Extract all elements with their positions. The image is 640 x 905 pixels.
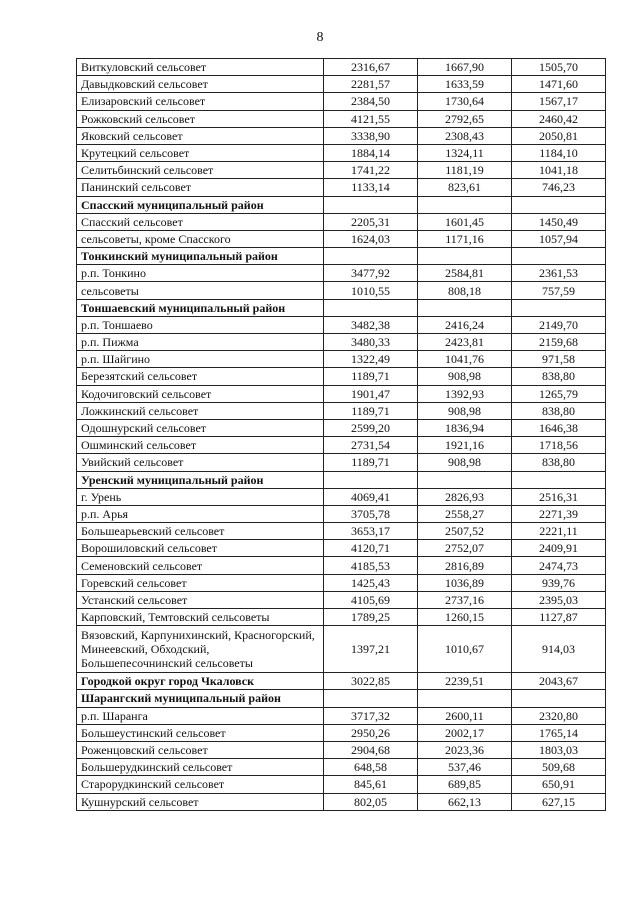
settlement-name: Большеарьевский сельсовет — [77, 523, 324, 540]
settlement-name: Большерудкинский сельсовет — [77, 759, 324, 776]
value-col-3: 2149,70 — [512, 316, 606, 333]
value-col-3: 1646,38 — [512, 419, 606, 436]
table-row — [77, 557, 606, 574]
settlement-name: р.п. Шайгино — [77, 351, 324, 368]
section-heading: Шарангский муниципальный район — [77, 690, 324, 707]
value-col-2: 2416,24 — [418, 316, 512, 333]
value-col-2: 537,46 — [418, 759, 512, 776]
value-col-1: 2599,20 — [324, 419, 418, 436]
value-col-1: 2384,50 — [324, 93, 418, 110]
table-row — [77, 626, 606, 673]
value-col-2: 1036,89 — [418, 574, 512, 591]
value-col-3: 2043,67 — [512, 673, 606, 690]
value-col-2: 2507,52 — [418, 523, 512, 540]
table-row — [77, 368, 606, 385]
value-col-1: 1322,49 — [324, 351, 418, 368]
value-col-1: 1741,22 — [324, 162, 418, 179]
section-heading-row — [77, 690, 606, 707]
settlement-name: Рожковский сельсовет — [77, 110, 324, 127]
value-col-3: 1450,49 — [512, 213, 606, 230]
settlement-name: Семеновский сельсовет — [77, 557, 324, 574]
settlement-name: Селитьбинский сельсовет — [77, 162, 324, 179]
section-heading: Уренский муниципальный район — [77, 471, 324, 488]
settlement-name: Елизаровский сельсовет — [77, 93, 324, 110]
table-row — [77, 110, 606, 127]
value-col-1: 1189,71 — [324, 454, 418, 471]
value-col-1: 1189,71 — [324, 368, 418, 385]
section-heading: Тонкинский муниципальный район — [77, 248, 324, 265]
value-col-1: 3653,17 — [324, 523, 418, 540]
value-col-3: 838,80 — [512, 454, 606, 471]
table-row — [77, 59, 606, 76]
value-col-3: 509,68 — [512, 759, 606, 776]
table-row — [77, 144, 606, 161]
value-col-1: 1624,03 — [324, 230, 418, 247]
value-col-3 — [512, 196, 606, 213]
value-col-2: 2023,36 — [418, 741, 512, 758]
table-row — [77, 523, 606, 540]
settlement-name: Виткуловский сельсовет — [77, 59, 324, 76]
value-col-2: 689,85 — [418, 776, 512, 793]
table-row — [77, 776, 606, 793]
settlement-name: р.п. Арья — [77, 505, 324, 522]
settlement-name: сельсоветы — [77, 282, 324, 299]
value-col-1: 3482,38 — [324, 316, 418, 333]
value-col-3: 1471,60 — [512, 76, 606, 93]
table-row — [77, 316, 606, 333]
value-col-2: 1921,16 — [418, 437, 512, 454]
value-col-2: 1041,76 — [418, 351, 512, 368]
value-col-3: 2395,03 — [512, 591, 606, 608]
value-col-2: 2584,81 — [418, 265, 512, 282]
value-col-3: 650,91 — [512, 776, 606, 793]
value-col-1 — [324, 471, 418, 488]
value-col-3 — [512, 690, 606, 707]
value-col-2: 2600,11 — [418, 707, 512, 724]
table-row — [77, 213, 606, 230]
value-col-1: 3705,78 — [324, 505, 418, 522]
value-col-3: 838,80 — [512, 368, 606, 385]
table-row — [77, 230, 606, 247]
section-heading-row — [77, 299, 606, 316]
value-col-3: 2271,39 — [512, 505, 606, 522]
value-col-2: 908,98 — [418, 454, 512, 471]
value-col-3: 2050,81 — [512, 127, 606, 144]
settlement-name: Панинский сельсовет — [77, 179, 324, 196]
value-col-3: 746,23 — [512, 179, 606, 196]
value-col-1: 2316,67 — [324, 59, 418, 76]
value-col-1: 3338,90 — [324, 127, 418, 144]
table-row — [77, 540, 606, 557]
value-col-2: 1836,94 — [418, 419, 512, 436]
value-col-1: 3477,92 — [324, 265, 418, 282]
section-heading-row — [77, 196, 606, 213]
value-col-1 — [324, 248, 418, 265]
settlement-name: Яковский сельсовет — [77, 127, 324, 144]
value-col-2: 2308,43 — [418, 127, 512, 144]
value-col-1: 1425,43 — [324, 574, 418, 591]
table-row — [77, 574, 606, 591]
settlement-name: Одошнурский сельсовет — [77, 419, 324, 436]
settlement-name: Кушнурский сельсовет — [77, 793, 324, 810]
value-col-2 — [418, 690, 512, 707]
value-col-2: 2737,16 — [418, 591, 512, 608]
section-heading: Городкой округ город Чкаловск — [77, 673, 324, 690]
value-col-1: 845,61 — [324, 776, 418, 793]
value-col-2: 1324,11 — [418, 144, 512, 161]
value-col-2: 2239,51 — [418, 673, 512, 690]
table-row — [77, 93, 606, 110]
value-col-1: 4185,53 — [324, 557, 418, 574]
settlement-name: р.п. Тонкино — [77, 265, 324, 282]
tariff-table — [76, 58, 606, 811]
settlement-name: Кодочиговский сельсовет — [77, 385, 324, 402]
value-col-3 — [512, 471, 606, 488]
settlement-name: Старорудкинский сельсовет — [77, 776, 324, 793]
value-col-3: 1765,14 — [512, 724, 606, 741]
settlement-name: Спасский сельсовет — [77, 213, 324, 230]
section-heading: Спасский муниципальный район — [77, 196, 324, 213]
value-col-1: 3717,32 — [324, 707, 418, 724]
table-row — [77, 488, 606, 505]
value-col-3: 1057,94 — [512, 230, 606, 247]
value-col-3: 2516,31 — [512, 488, 606, 505]
value-col-2: 2423,81 — [418, 334, 512, 351]
table-row — [77, 385, 606, 402]
value-col-2: 2792,65 — [418, 110, 512, 127]
section-heading: Тоншаевский муниципальный район — [77, 299, 324, 316]
value-col-2: 1730,64 — [418, 93, 512, 110]
settlement-name: Березятский сельсовет — [77, 368, 324, 385]
settlement-name: сельсоветы, кроме Спасского — [77, 230, 324, 247]
table-row — [77, 609, 606, 626]
table-row — [77, 591, 606, 608]
value-col-3: 2460,42 — [512, 110, 606, 127]
value-col-3 — [512, 299, 606, 316]
value-col-3: 914,03 — [512, 626, 606, 673]
settlement-name: Увийский сельсовет — [77, 454, 324, 471]
value-col-3: 1567,17 — [512, 93, 606, 110]
value-col-1: 3022,85 — [324, 673, 418, 690]
value-col-2: 2752,07 — [418, 540, 512, 557]
table-row — [77, 162, 606, 179]
value-col-2 — [418, 196, 512, 213]
value-col-1: 4105,69 — [324, 591, 418, 608]
value-col-2 — [418, 471, 512, 488]
settlement-name: Крутецкий сельсовет — [77, 144, 324, 161]
settlement-name: Ошминский сельсовет — [77, 437, 324, 454]
value-col-3: 971,58 — [512, 351, 606, 368]
page-number: 8 — [316, 30, 324, 45]
table-row — [77, 76, 606, 93]
value-col-3: 627,15 — [512, 793, 606, 810]
table-row — [77, 334, 606, 351]
value-col-3: 1505,70 — [512, 59, 606, 76]
settlement-name: Большеустинский сельсовет — [77, 724, 324, 741]
table-row — [77, 351, 606, 368]
settlement-name: Устанский сельсовет — [77, 591, 324, 608]
table-row — [77, 282, 606, 299]
value-col-1: 1010,55 — [324, 282, 418, 299]
table-row — [77, 265, 606, 282]
value-col-3: 1803,03 — [512, 741, 606, 758]
value-col-3: 838,80 — [512, 402, 606, 419]
settlement-name: Ложкинский сельсовет — [77, 402, 324, 419]
value-col-1: 1133,14 — [324, 179, 418, 196]
value-col-1: 2950,26 — [324, 724, 418, 741]
value-col-3: 757,59 — [512, 282, 606, 299]
value-col-2: 808,18 — [418, 282, 512, 299]
value-col-2: 1667,90 — [418, 59, 512, 76]
section-heading-row — [77, 673, 606, 690]
value-col-3: 2320,80 — [512, 707, 606, 724]
value-col-2: 1260,15 — [418, 609, 512, 626]
table-row — [77, 402, 606, 419]
value-col-1: 648,58 — [324, 759, 418, 776]
value-col-3: 939,76 — [512, 574, 606, 591]
settlement-name: р.п. Шаранга — [77, 707, 324, 724]
value-col-3 — [512, 248, 606, 265]
value-col-2: 908,98 — [418, 368, 512, 385]
value-col-1: 1189,71 — [324, 402, 418, 419]
value-col-2: 662,13 — [418, 793, 512, 810]
value-col-2: 1171,16 — [418, 230, 512, 247]
table-row — [77, 127, 606, 144]
table-row — [77, 437, 606, 454]
value-col-2: 1633,59 — [418, 76, 512, 93]
table-row — [77, 179, 606, 196]
settlement-name: р.п. Пижма — [77, 334, 324, 351]
table-row — [77, 454, 606, 471]
value-col-3: 1041,18 — [512, 162, 606, 179]
value-col-1 — [324, 690, 418, 707]
settlement-name: Горевский сельсовет — [77, 574, 324, 591]
value-col-2: 2558,27 — [418, 505, 512, 522]
table-body — [77, 59, 606, 811]
value-col-1 — [324, 299, 418, 316]
value-col-3: 2159,68 — [512, 334, 606, 351]
table-row — [77, 419, 606, 436]
value-col-2: 1601,45 — [418, 213, 512, 230]
value-col-1: 4120,71 — [324, 540, 418, 557]
value-col-2: 2002,17 — [418, 724, 512, 741]
value-col-3: 2361,53 — [512, 265, 606, 282]
table-row — [77, 759, 606, 776]
value-col-2: 2816,89 — [418, 557, 512, 574]
table-row — [77, 724, 606, 741]
value-col-2 — [418, 248, 512, 265]
value-col-1: 4069,41 — [324, 488, 418, 505]
value-col-1: 2281,57 — [324, 76, 418, 93]
value-col-2: 908,98 — [418, 402, 512, 419]
settlement-name: р.п. Тоншаево — [77, 316, 324, 333]
value-col-1: 1901,47 — [324, 385, 418, 402]
settlement-name: Давыдковский сельсовет — [77, 76, 324, 93]
value-col-1: 1884,14 — [324, 144, 418, 161]
section-heading-row — [77, 248, 606, 265]
table-row — [77, 793, 606, 810]
value-col-1: 2904,68 — [324, 741, 418, 758]
value-col-1: 4121,55 — [324, 110, 418, 127]
table-row — [77, 505, 606, 522]
settlement-name: г. Урень — [77, 488, 324, 505]
value-col-3: 1127,87 — [512, 609, 606, 626]
settlement-name: Вязовский, Карпунихинский, Красногорский, Минеевский, Обходский, Большепесочнинский сельсоветы — [77, 626, 324, 673]
value-col-2 — [418, 299, 512, 316]
settlement-name: Карповский, Темтовский сельсоветы — [77, 609, 324, 626]
value-col-1: 1397,21 — [324, 626, 418, 673]
value-col-3: 2474,73 — [512, 557, 606, 574]
value-col-1: 802,05 — [324, 793, 418, 810]
value-col-2: 1010,67 — [418, 626, 512, 673]
value-col-2: 1181,19 — [418, 162, 512, 179]
value-col-2: 2826,93 — [418, 488, 512, 505]
value-col-3: 2221,11 — [512, 523, 606, 540]
settlement-name: Ворошиловский сельсовет — [77, 540, 324, 557]
table-row — [77, 707, 606, 724]
section-heading-row — [77, 471, 606, 488]
value-col-3: 1184,10 — [512, 144, 606, 161]
value-col-1: 2731,54 — [324, 437, 418, 454]
value-col-1 — [324, 196, 418, 213]
value-col-3: 1265,79 — [512, 385, 606, 402]
value-col-1: 1789,25 — [324, 609, 418, 626]
value-col-2: 1392,93 — [418, 385, 512, 402]
table-row — [77, 741, 606, 758]
value-col-1: 2205,31 — [324, 213, 418, 230]
value-col-3: 2409,91 — [512, 540, 606, 557]
value-col-1: 3480,33 — [324, 334, 418, 351]
value-col-2: 823,61 — [418, 179, 512, 196]
settlement-name: Роженцовский сельсовет — [77, 741, 324, 758]
value-col-3: 1718,56 — [512, 437, 606, 454]
